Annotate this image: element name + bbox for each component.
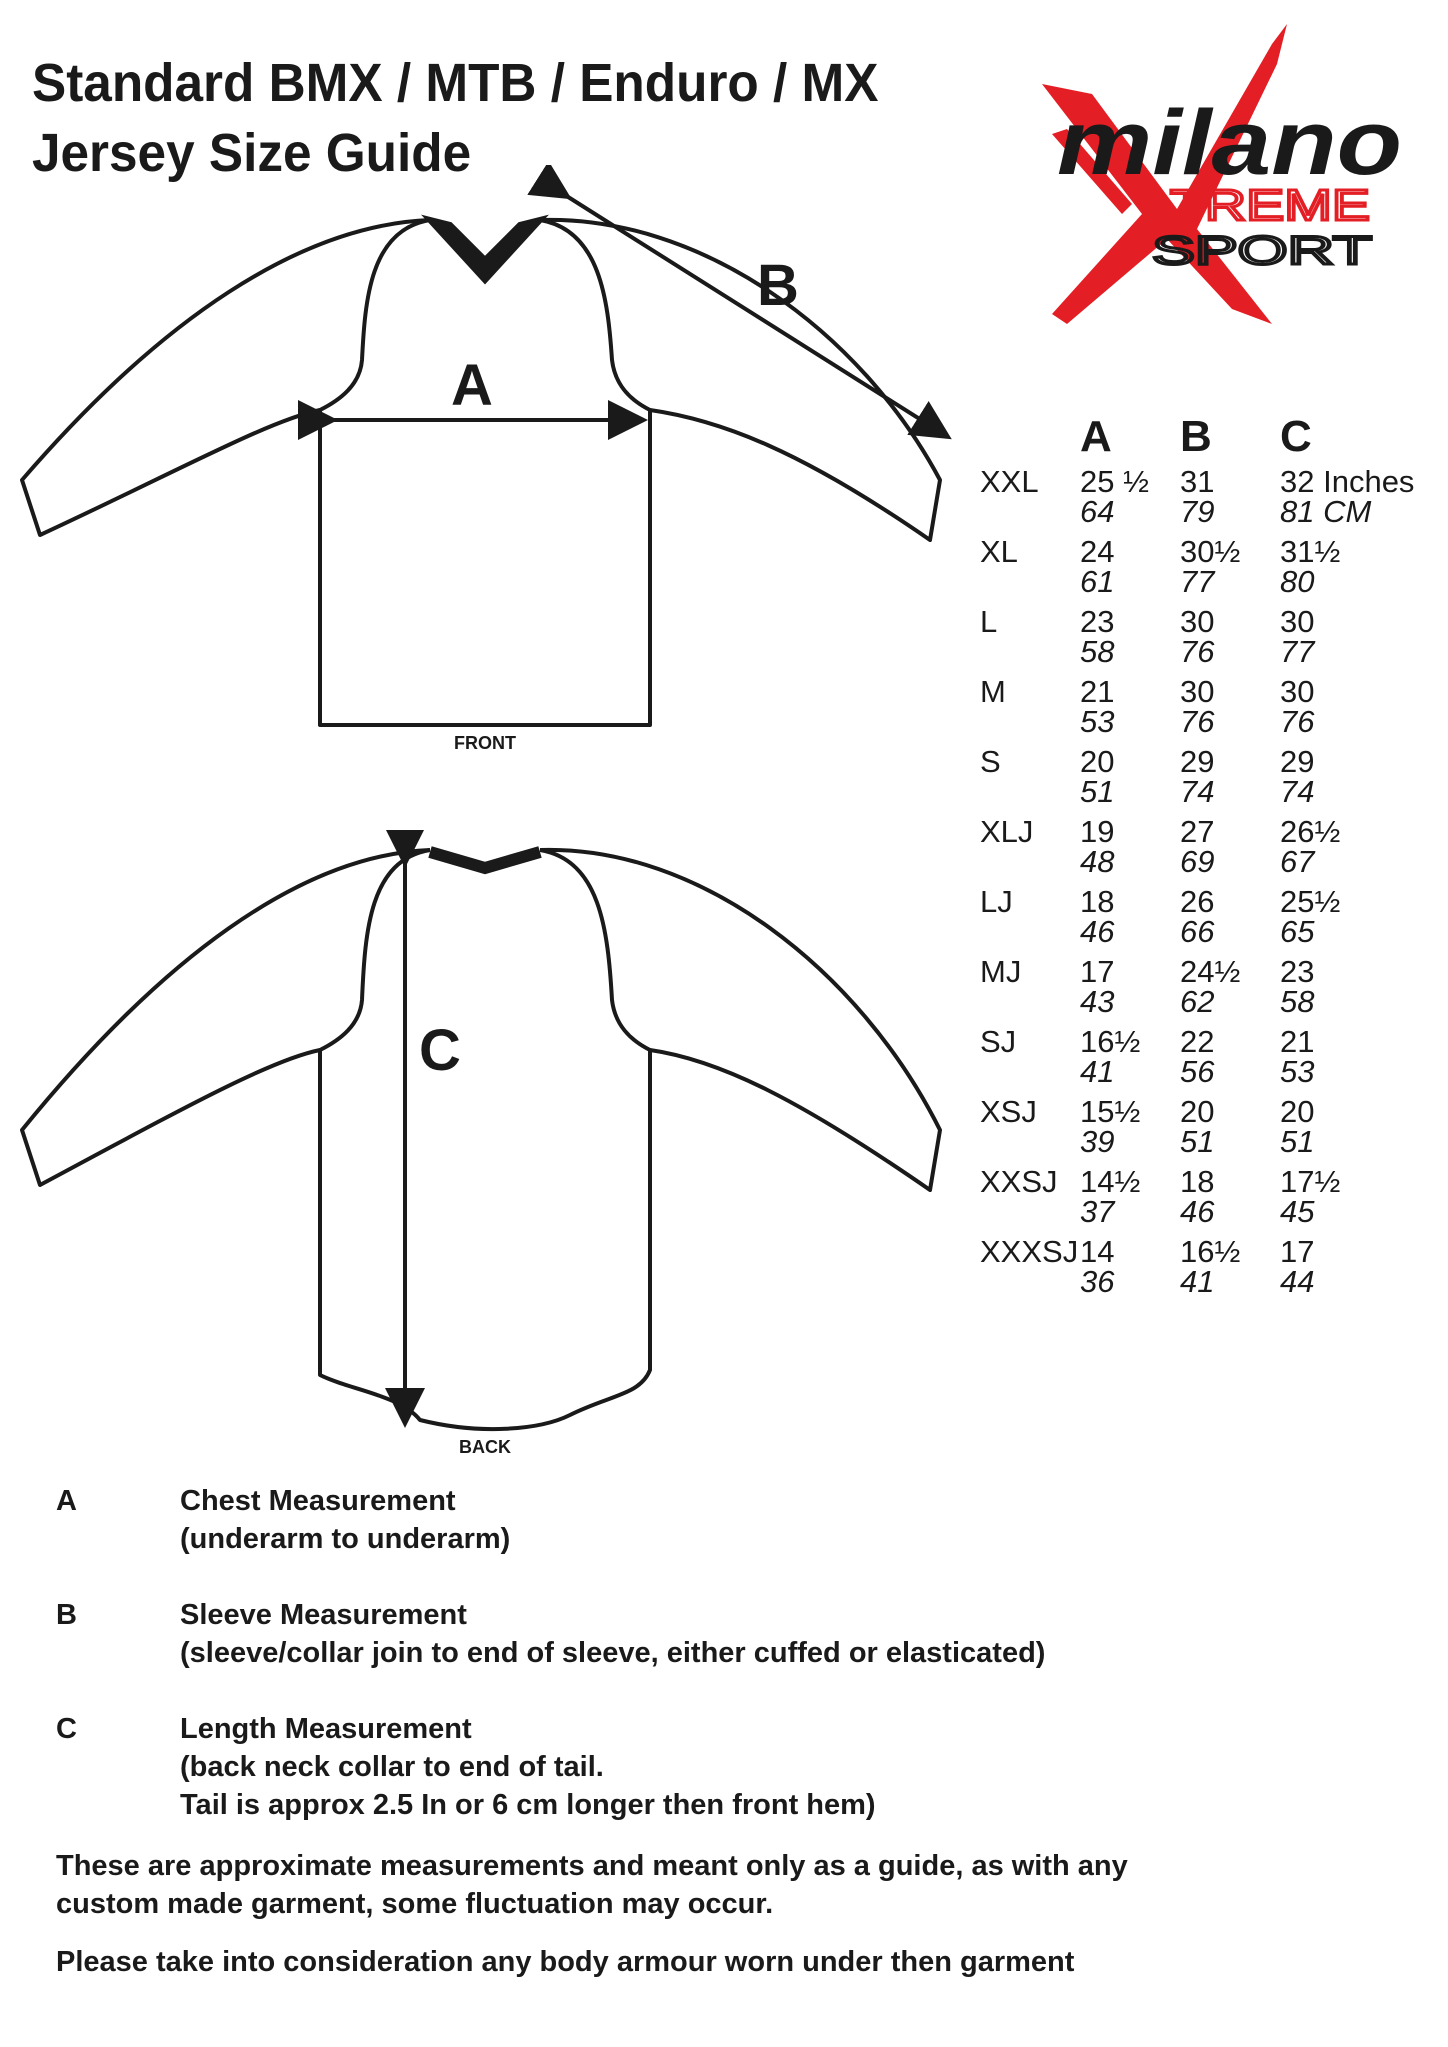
table-row — [980, 746, 1440, 816]
c-inches: 30 — [1280, 604, 1315, 639]
legend-letter: C — [56, 1713, 77, 1745]
size-label: XXL — [980, 464, 1039, 499]
c-inches: 20 — [1280, 1094, 1315, 1129]
b-inches: 31 — [1180, 464, 1215, 499]
table-row — [980, 1166, 1440, 1236]
a-inches: 14 — [1080, 1234, 1115, 1269]
b-inches: 30½ — [1180, 534, 1241, 569]
back-body — [320, 850, 650, 1429]
a-cm: 51 — [1080, 774, 1115, 809]
c-cm: 44 — [1280, 1264, 1315, 1299]
b-cm: 46 — [1180, 1194, 1215, 1229]
b-inches: 20 — [1180, 1094, 1215, 1129]
legend-detail: Tail is approx 2.5 In or 6 cm longer then front hem) — [180, 1789, 876, 1821]
size-label: XXSJ — [980, 1164, 1058, 1199]
a-cm: 39 — [1080, 1124, 1115, 1159]
marker-a-label: A — [451, 353, 493, 418]
b-inches: 30 — [1180, 674, 1215, 709]
size-label: SJ — [980, 1024, 1017, 1059]
c-inches: 31½ — [1280, 534, 1341, 569]
b-inches: 27 — [1180, 814, 1215, 849]
a-cm: 36 — [1080, 1264, 1115, 1299]
a-cm: 53 — [1080, 704, 1115, 739]
b-inches: 29 — [1180, 744, 1215, 779]
c-cm: 76 — [1280, 704, 1315, 739]
sleeve-arrow-b — [565, 195, 945, 435]
back-right-sleeve — [540, 850, 940, 1190]
c-inches: 23 — [1280, 954, 1315, 989]
b-cm: 62 — [1180, 984, 1215, 1019]
a-inches: 16½ — [1080, 1024, 1141, 1059]
c-inches: 32 Inches — [1280, 464, 1415, 499]
a-cm: 43 — [1080, 984, 1115, 1019]
size-label: S — [980, 744, 1001, 779]
title-line-2: Jersey Size Guide — [32, 123, 472, 183]
col-head-c: C — [1280, 412, 1312, 461]
b-inches: 30 — [1180, 604, 1215, 639]
a-inches: 18 — [1080, 884, 1115, 919]
a-cm: 37 — [1080, 1194, 1115, 1229]
legend-detail: (back neck collar to end of tail. — [180, 1751, 604, 1783]
a-inches: 14½ — [1080, 1164, 1141, 1199]
c-inches: 29 — [1280, 744, 1315, 779]
b-inches: 26 — [1180, 884, 1215, 919]
size-label: XSJ — [980, 1094, 1037, 1129]
legend-title: Sleeve Measurement — [180, 1599, 467, 1631]
a-inches: 21 — [1080, 674, 1115, 709]
table-row — [980, 956, 1440, 1026]
table-row — [980, 536, 1440, 606]
size-label: L — [980, 604, 998, 639]
col-head-b: B — [1180, 412, 1212, 461]
table-row — [980, 1096, 1440, 1166]
logo-treme-text: TREME — [1170, 181, 1370, 230]
b-cm: 74 — [1180, 774, 1215, 809]
table-row — [980, 886, 1440, 956]
b-cm: 76 — [1180, 704, 1215, 739]
c-cm: 53 — [1280, 1054, 1315, 1089]
c-inches: 21 — [1280, 1024, 1315, 1059]
size-label: M — [980, 674, 1006, 709]
title-line-1: Standard BMX / MTB / Enduro / MX — [32, 53, 879, 113]
size-label: LJ — [980, 884, 1013, 919]
a-cm: 58 — [1080, 634, 1115, 669]
a-inches: 23 — [1080, 604, 1115, 639]
c-cm: 45 — [1280, 1194, 1315, 1229]
b-cm: 41 — [1180, 1264, 1215, 1299]
b-inches: 22 — [1180, 1024, 1215, 1059]
c-inches: 26½ — [1280, 814, 1341, 849]
b-cm: 76 — [1180, 634, 1215, 669]
b-cm: 69 — [1180, 844, 1215, 879]
b-inches: 24½ — [1180, 954, 1241, 989]
col-head-a: A — [1080, 412, 1112, 461]
c-inches: 17 — [1280, 1234, 1315, 1269]
c-cm: 65 — [1280, 914, 1315, 949]
c-cm: 58 — [1280, 984, 1315, 1019]
b-inches: 18 — [1180, 1164, 1215, 1199]
logo-sport-text: SPORT — [1152, 229, 1372, 273]
front-left-sleeve — [22, 220, 430, 535]
a-cm: 64 — [1080, 494, 1115, 529]
front-label: FRONT — [454, 733, 516, 753]
legend-letter: A — [56, 1485, 77, 1517]
marker-b-label: B — [757, 253, 799, 318]
c-inches: 17½ — [1280, 1164, 1341, 1199]
c-cm: 51 — [1280, 1124, 1315, 1159]
front-v-collar — [430, 220, 540, 280]
c-cm: 80 — [1280, 564, 1315, 599]
b-cm: 51 — [1180, 1124, 1215, 1159]
legend-detail: (underarm to underarm) — [180, 1523, 511, 1555]
a-inches: 15½ — [1080, 1094, 1141, 1129]
front-body — [320, 220, 650, 725]
logo-brand-text: milano — [1057, 92, 1402, 194]
back-label: BACK — [459, 1437, 511, 1457]
legend-title: Length Measurement — [180, 1713, 472, 1745]
table-row — [980, 606, 1440, 676]
marker-c-label: C — [419, 1018, 461, 1083]
c-cm: 74 — [1280, 774, 1315, 809]
b-cm: 77 — [1180, 564, 1215, 599]
b-cm: 56 — [1180, 1054, 1215, 1089]
b-cm: 66 — [1180, 914, 1215, 949]
c-inches: 25½ — [1280, 884, 1341, 919]
back-collar — [430, 852, 540, 868]
milano-xtreme-sport-logo — [972, 24, 1422, 332]
c-cm: 67 — [1280, 844, 1315, 879]
a-inches: 24 — [1080, 534, 1115, 569]
a-cm: 48 — [1080, 844, 1115, 879]
front-right-sleeve — [540, 220, 940, 540]
table-row — [980, 816, 1440, 886]
b-cm: 79 — [1180, 494, 1215, 529]
a-inches: 20 — [1080, 744, 1115, 779]
a-inches: 25 ½ — [1080, 464, 1149, 499]
a-inches: 17 — [1080, 954, 1115, 989]
legend-title: Chest Measurement — [180, 1485, 456, 1517]
table-row — [980, 1236, 1440, 1306]
legend-letter: B — [56, 1599, 77, 1631]
a-cm: 41 — [1080, 1054, 1115, 1089]
table-row — [980, 676, 1440, 746]
disclaimer-line-1: These are approximate measurements and meant only as a guide, as with any — [56, 1850, 1128, 1882]
disclaimer-line-2: custom made garment, some fluctuation may occur. — [56, 1888, 774, 1920]
c-cm: 81 CM — [1280, 494, 1372, 529]
size-label: XL — [980, 534, 1018, 569]
c-inches: 30 — [1280, 674, 1315, 709]
front-jersey-diagram — [0, 165, 960, 765]
b-inches: 16½ — [1180, 1234, 1241, 1269]
size-label: XXXSJ — [980, 1234, 1079, 1269]
legend-detail: (sleeve/collar join to end of sleeve, either cuffed or elasticated) — [180, 1637, 1046, 1669]
c-cm: 77 — [1280, 634, 1315, 669]
table-row — [980, 466, 1440, 536]
back-jersey-diagram — [0, 830, 960, 1465]
a-cm: 61 — [1080, 564, 1115, 599]
table-row — [980, 1026, 1440, 1096]
a-inches: 19 — [1080, 814, 1115, 849]
a-cm: 46 — [1080, 914, 1115, 949]
back-left-sleeve — [22, 850, 430, 1185]
body-armour-note: Please take into consideration any body armour worn under then garment — [56, 1946, 1075, 1978]
size-label: XLJ — [980, 814, 1034, 849]
size-label: MJ — [980, 954, 1022, 989]
